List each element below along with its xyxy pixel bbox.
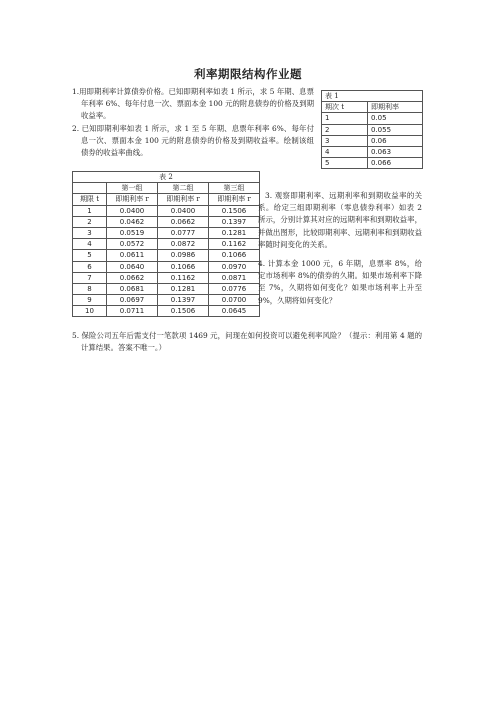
table-2-cell-term: 2 <box>73 216 107 227</box>
table-2-cell-rate: 0.1162 <box>158 272 209 283</box>
question-5-text: 5. 保险公司五年后需支付一笔款项 1469 元，问现在如何投资可以避免利率风险？（提示：利用第 4 题的计算结果。答案不唯一。） <box>72 331 422 353</box>
table-2-row <box>73 216 260 227</box>
table-1-cell-period: 4 <box>322 146 368 157</box>
table-2-row <box>73 205 260 216</box>
table-2-cell-term: 4 <box>73 239 107 250</box>
table-2-cell-rate: 0.0970 <box>209 261 260 272</box>
table-2-header-rate-3: 即期利率 r <box>209 194 260 205</box>
table-2-group-2: 第二组 <box>158 183 209 194</box>
question-1-text: 1.用即期利率计算债券价格。已知即期利率如表 1 所示，求 5 年期、息票年利率 6%、每年付息一次、票面本金 100 元的附息债券的价格及到期收益率。 <box>72 87 314 121</box>
table-1-row <box>322 146 423 157</box>
table-1-cell-rate: 0.055 <box>368 124 423 135</box>
table-2-cell-rate: 0.1397 <box>158 295 209 306</box>
table-1-header-period: 期次 t <box>322 102 368 113</box>
table-2-cell-rate: 0.1506 <box>209 205 260 216</box>
table-2-row <box>73 283 260 294</box>
table-2-cell-rate: 0.1066 <box>209 250 260 261</box>
table-2-cell-term: 9 <box>73 295 107 306</box>
table-2-cell-rate: 0.1162 <box>209 239 260 250</box>
table-2-header-rate-1: 即期利率 r <box>107 194 158 205</box>
table-2-row <box>73 261 260 272</box>
question-2-text: 2. 已知即期利率如表 1 所示，求 1 至 5 年期、息票年利率 6%、每年付息一次、票面本金 100 元的附息债券的价格及到期收益率。绘制该组债券的收益率曲线。 <box>72 124 314 158</box>
question-3-text: 3. 观察即期利率、远期利率和到期收益率的关系。给定三组即期利率（零息债券利率）如表 2 所示，分别计算其对应的远期利率和到期收益率，并做出图形，比较即期利率、远期利率和到期收益率随时间变化的关系。 <box>258 191 422 249</box>
table-2-cell-rate: 0.0611 <box>107 250 158 261</box>
table-2-row <box>73 272 260 283</box>
table-2-cell-term: 7 <box>73 272 107 283</box>
table-1-header-rate: 即期利率 <box>368 102 423 113</box>
table-1-cell-period: 1 <box>322 113 368 124</box>
page-title: 利率期限结构作业题 <box>194 67 302 81</box>
table-2-cell-term: 6 <box>73 261 107 272</box>
table-2-group-3: 第三组 <box>209 183 260 194</box>
table-2-cell-term: 8 <box>73 283 107 294</box>
question-4 <box>258 258 422 307</box>
table-2-cell-term: 5 <box>73 250 107 261</box>
table-2-corner <box>73 183 107 194</box>
table-1-cell-rate: 0.066 <box>368 158 423 169</box>
table-1-cell-rate: 0.063 <box>368 146 423 157</box>
table-2-cell-rate: 0.0777 <box>158 227 209 238</box>
table-2-cell-rate: 0.1397 <box>209 216 260 227</box>
table-2-cell-rate: 0.0681 <box>107 283 158 294</box>
table-2-cell-term: 10 <box>73 306 107 317</box>
table-1-row <box>322 124 423 135</box>
table-2-cell-rate: 0.0700 <box>209 295 260 306</box>
table-1-row <box>322 135 423 146</box>
table-2-cell-rate: 0.0662 <box>107 272 158 283</box>
table-2-caption: 表 2 <box>73 172 260 183</box>
table-2-row <box>73 227 260 238</box>
table-1-caption: 表 1 <box>322 91 423 102</box>
table-2-cell-rate: 0.0697 <box>107 295 158 306</box>
table-2-cell-rate: 0.0986 <box>158 250 209 261</box>
table-2-cell-rate: 0.1281 <box>209 227 260 238</box>
table-2-cell-rate: 0.0462 <box>107 216 158 227</box>
table-2-cell-term: 3 <box>73 227 107 238</box>
question-1 <box>72 86 314 123</box>
table-2 <box>72 171 260 317</box>
table-2-cell-rate: 0.0400 <box>158 205 209 216</box>
table-1-row <box>322 113 423 124</box>
table-1 <box>321 90 423 169</box>
table-2-row <box>73 239 260 250</box>
table-1-row <box>322 158 423 169</box>
table-2-cell-rate: 0.0776 <box>209 283 260 294</box>
table-2-cell-rate: 0.0711 <box>107 306 158 317</box>
table-2-cell-rate: 0.1066 <box>158 261 209 272</box>
table-2-group-1: 第一组 <box>107 183 158 194</box>
table-1-cell-rate: 0.05 <box>368 113 423 124</box>
table-2-row <box>73 306 260 317</box>
table-2-cell-rate: 0.0872 <box>158 239 209 250</box>
table-1-cell-rate: 0.06 <box>368 135 423 146</box>
table-2-cell-rate: 0.0662 <box>158 216 209 227</box>
table-2-cell-rate: 0.0572 <box>107 239 158 250</box>
table-1-cell-period: 5 <box>322 158 368 169</box>
question-2 <box>72 123 314 160</box>
question-3 <box>258 190 422 251</box>
table-2-row <box>73 250 260 261</box>
table-2-header-rate-2: 即期利率 r <box>158 194 209 205</box>
table-1-cell-period: 3 <box>322 135 368 146</box>
table-1-cell-period: 2 <box>322 124 368 135</box>
table-2-cell-rate: 0.0400 <box>107 205 158 216</box>
question-5 <box>72 330 422 354</box>
table-2-cell-term: 1 <box>73 205 107 216</box>
table-2-cell-rate: 0.0871 <box>209 272 260 283</box>
table-2-cell-rate: 0.1506 <box>158 306 209 317</box>
question-4-text: 4. 计算本金 1000 元，6 年期，息票率 8%，给定市场利率 8%的债券的久期。如果市场利率下降至 7%，久期将如何变化？如果市场利率上升至 9%，久期将如何变化？ <box>258 259 422 305</box>
table-2-cell-rate: 0.0640 <box>107 261 158 272</box>
table-2-header-term: 期限 t <box>73 194 107 205</box>
table-2-cell-rate: 0.0519 <box>107 227 158 238</box>
table-2-cell-rate: 0.1281 <box>158 283 209 294</box>
table-2-row <box>73 295 260 306</box>
table-2-cell-rate: 0.0645 <box>209 306 260 317</box>
